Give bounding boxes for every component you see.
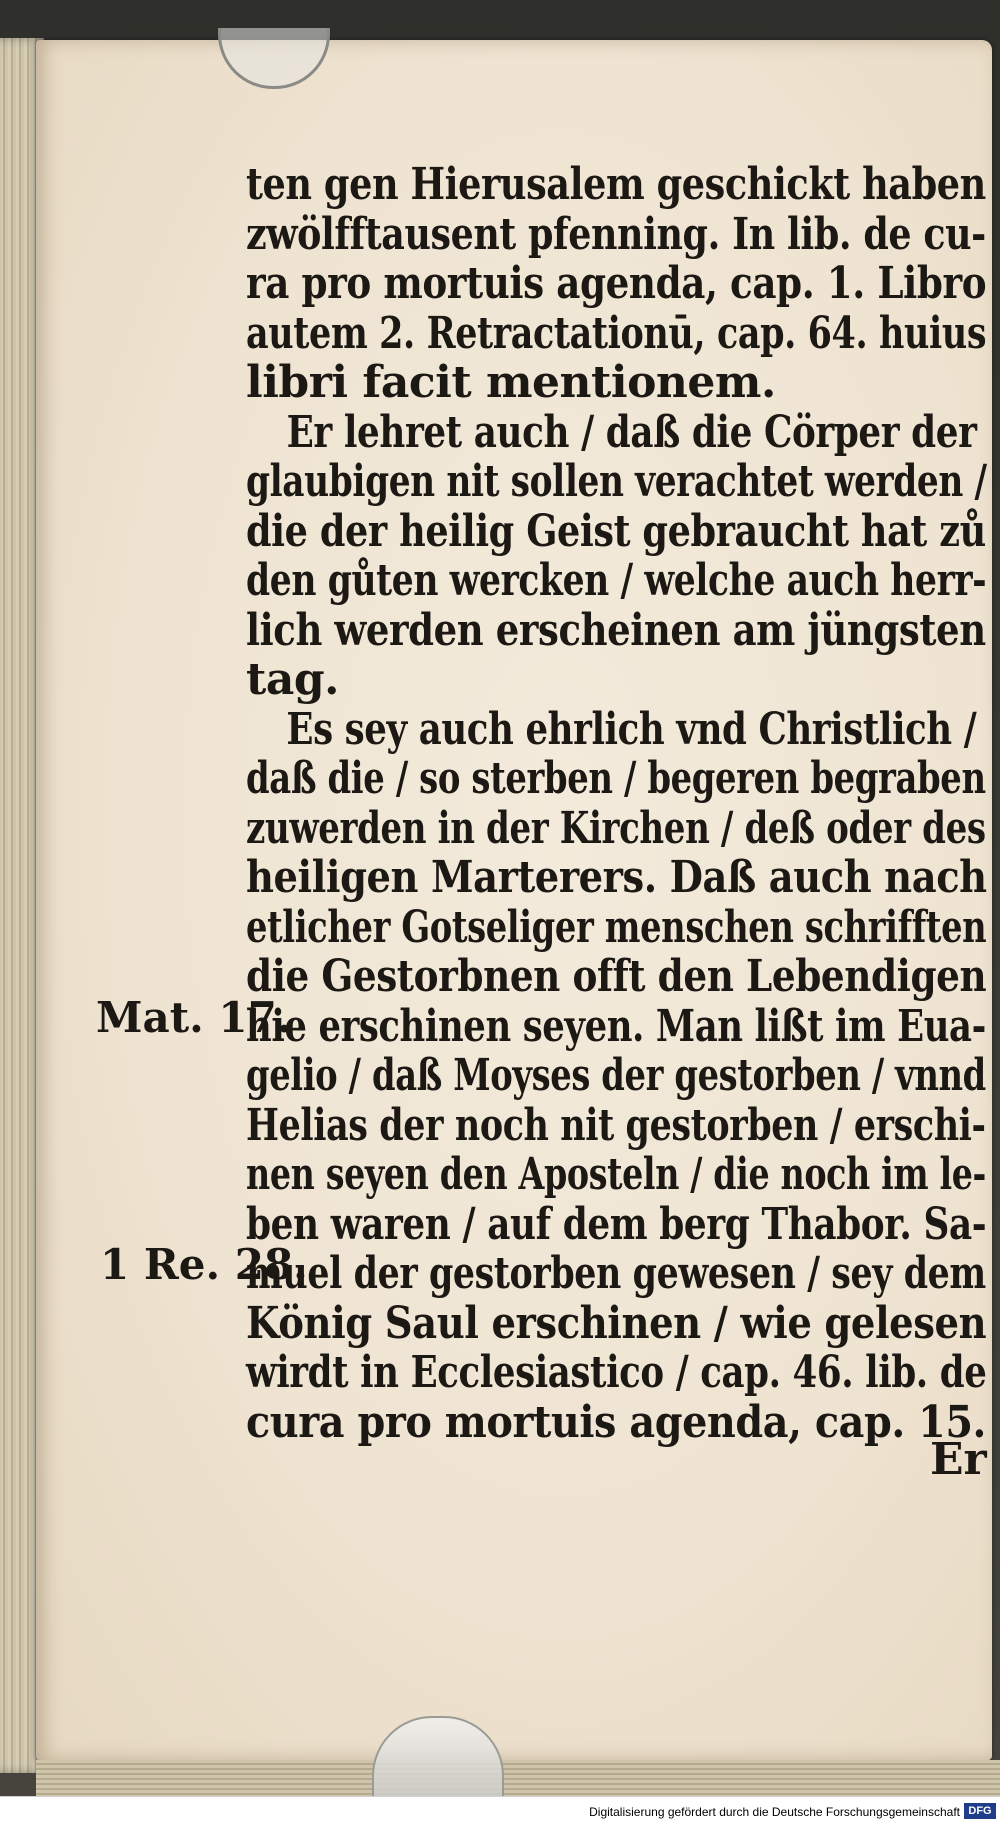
text-line: nen seyen den Aposteln / die noch im le- — [246, 1149, 987, 1200]
text-line: Es sey auch ehrlich vnd Christlich / — [286, 703, 977, 755]
text-line: zwölfftausent pfenning. In lib. de cu- — [246, 208, 986, 260]
text-line: cura pro mortuis agenda, cap. 15. — [246, 1396, 986, 1448]
text-line: libri facit mentionem. — [246, 357, 776, 408]
margin-note-reg: 1 Re. 28. — [100, 1240, 308, 1289]
text-line: die Gestorbnen offt den Lebendigen — [246, 951, 987, 1002]
text-line: autem 2. Retractationū, cap. 64. huius — [246, 307, 987, 359]
text-line: Er lehret auch / daß die Cörper der — [286, 406, 977, 458]
text-line: König Saul erschinen / wie gelesen — [246, 1297, 987, 1349]
text-line: daß die / so sterben / begeren begraben — [246, 753, 986, 804]
text-line: hie erschinen seyen. Man lißt im Eua- — [246, 1000, 986, 1052]
text-line: wirdt in Ecclesiastico / cap. 46. lib. de — [246, 1347, 987, 1398]
margin-note-mat: Mat. 17. — [96, 993, 292, 1042]
text-line: glaubigen nit sollen verachtet werden / — [246, 456, 987, 507]
text-line: tag. — [246, 654, 339, 705]
text-line: ben waren / auf dem berg Thabor. Sa- — [246, 1198, 987, 1250]
text-line: den gůten wercken / welche auch herr- — [246, 555, 987, 606]
text-line: lich werden erscheinen am jüngsten — [246, 604, 986, 656]
dfg-logo: DFG — [964, 1803, 996, 1819]
text-line: Helias der noch nit gestorben / erschi- — [246, 1099, 986, 1151]
page-text — [246, 160, 986, 1447]
catchword: Er — [930, 1434, 987, 1485]
text-line: heiligen Marterers. Daß auch nach — [246, 852, 987, 903]
digitization-credit: Digitalisierung gefördert durch die Deutsche Forschungsgemeinschaft — [589, 1805, 960, 1819]
text-line: zuwerden in der Kirchen / deß oder des — [246, 802, 986, 854]
text-line: ten gen Hierusalem geschickt haben — [246, 159, 986, 210]
text-line: muel der gestorben gewesen / sey dem — [246, 1248, 986, 1299]
footer-bar — [0, 1796, 1000, 1827]
book-bottom-edge — [36, 1760, 1000, 1796]
text-line: gelio / daß Moyses der gestorben / vnnd — [246, 1050, 986, 1101]
text-line: etlicher Gotseliger menschen schrifften — [246, 901, 987, 953]
text-line: ra pro mortuis agenda, cap. 1. Libro — [246, 258, 987, 309]
text-line: die der heilig Geist gebraucht hat zů — [246, 505, 986, 557]
